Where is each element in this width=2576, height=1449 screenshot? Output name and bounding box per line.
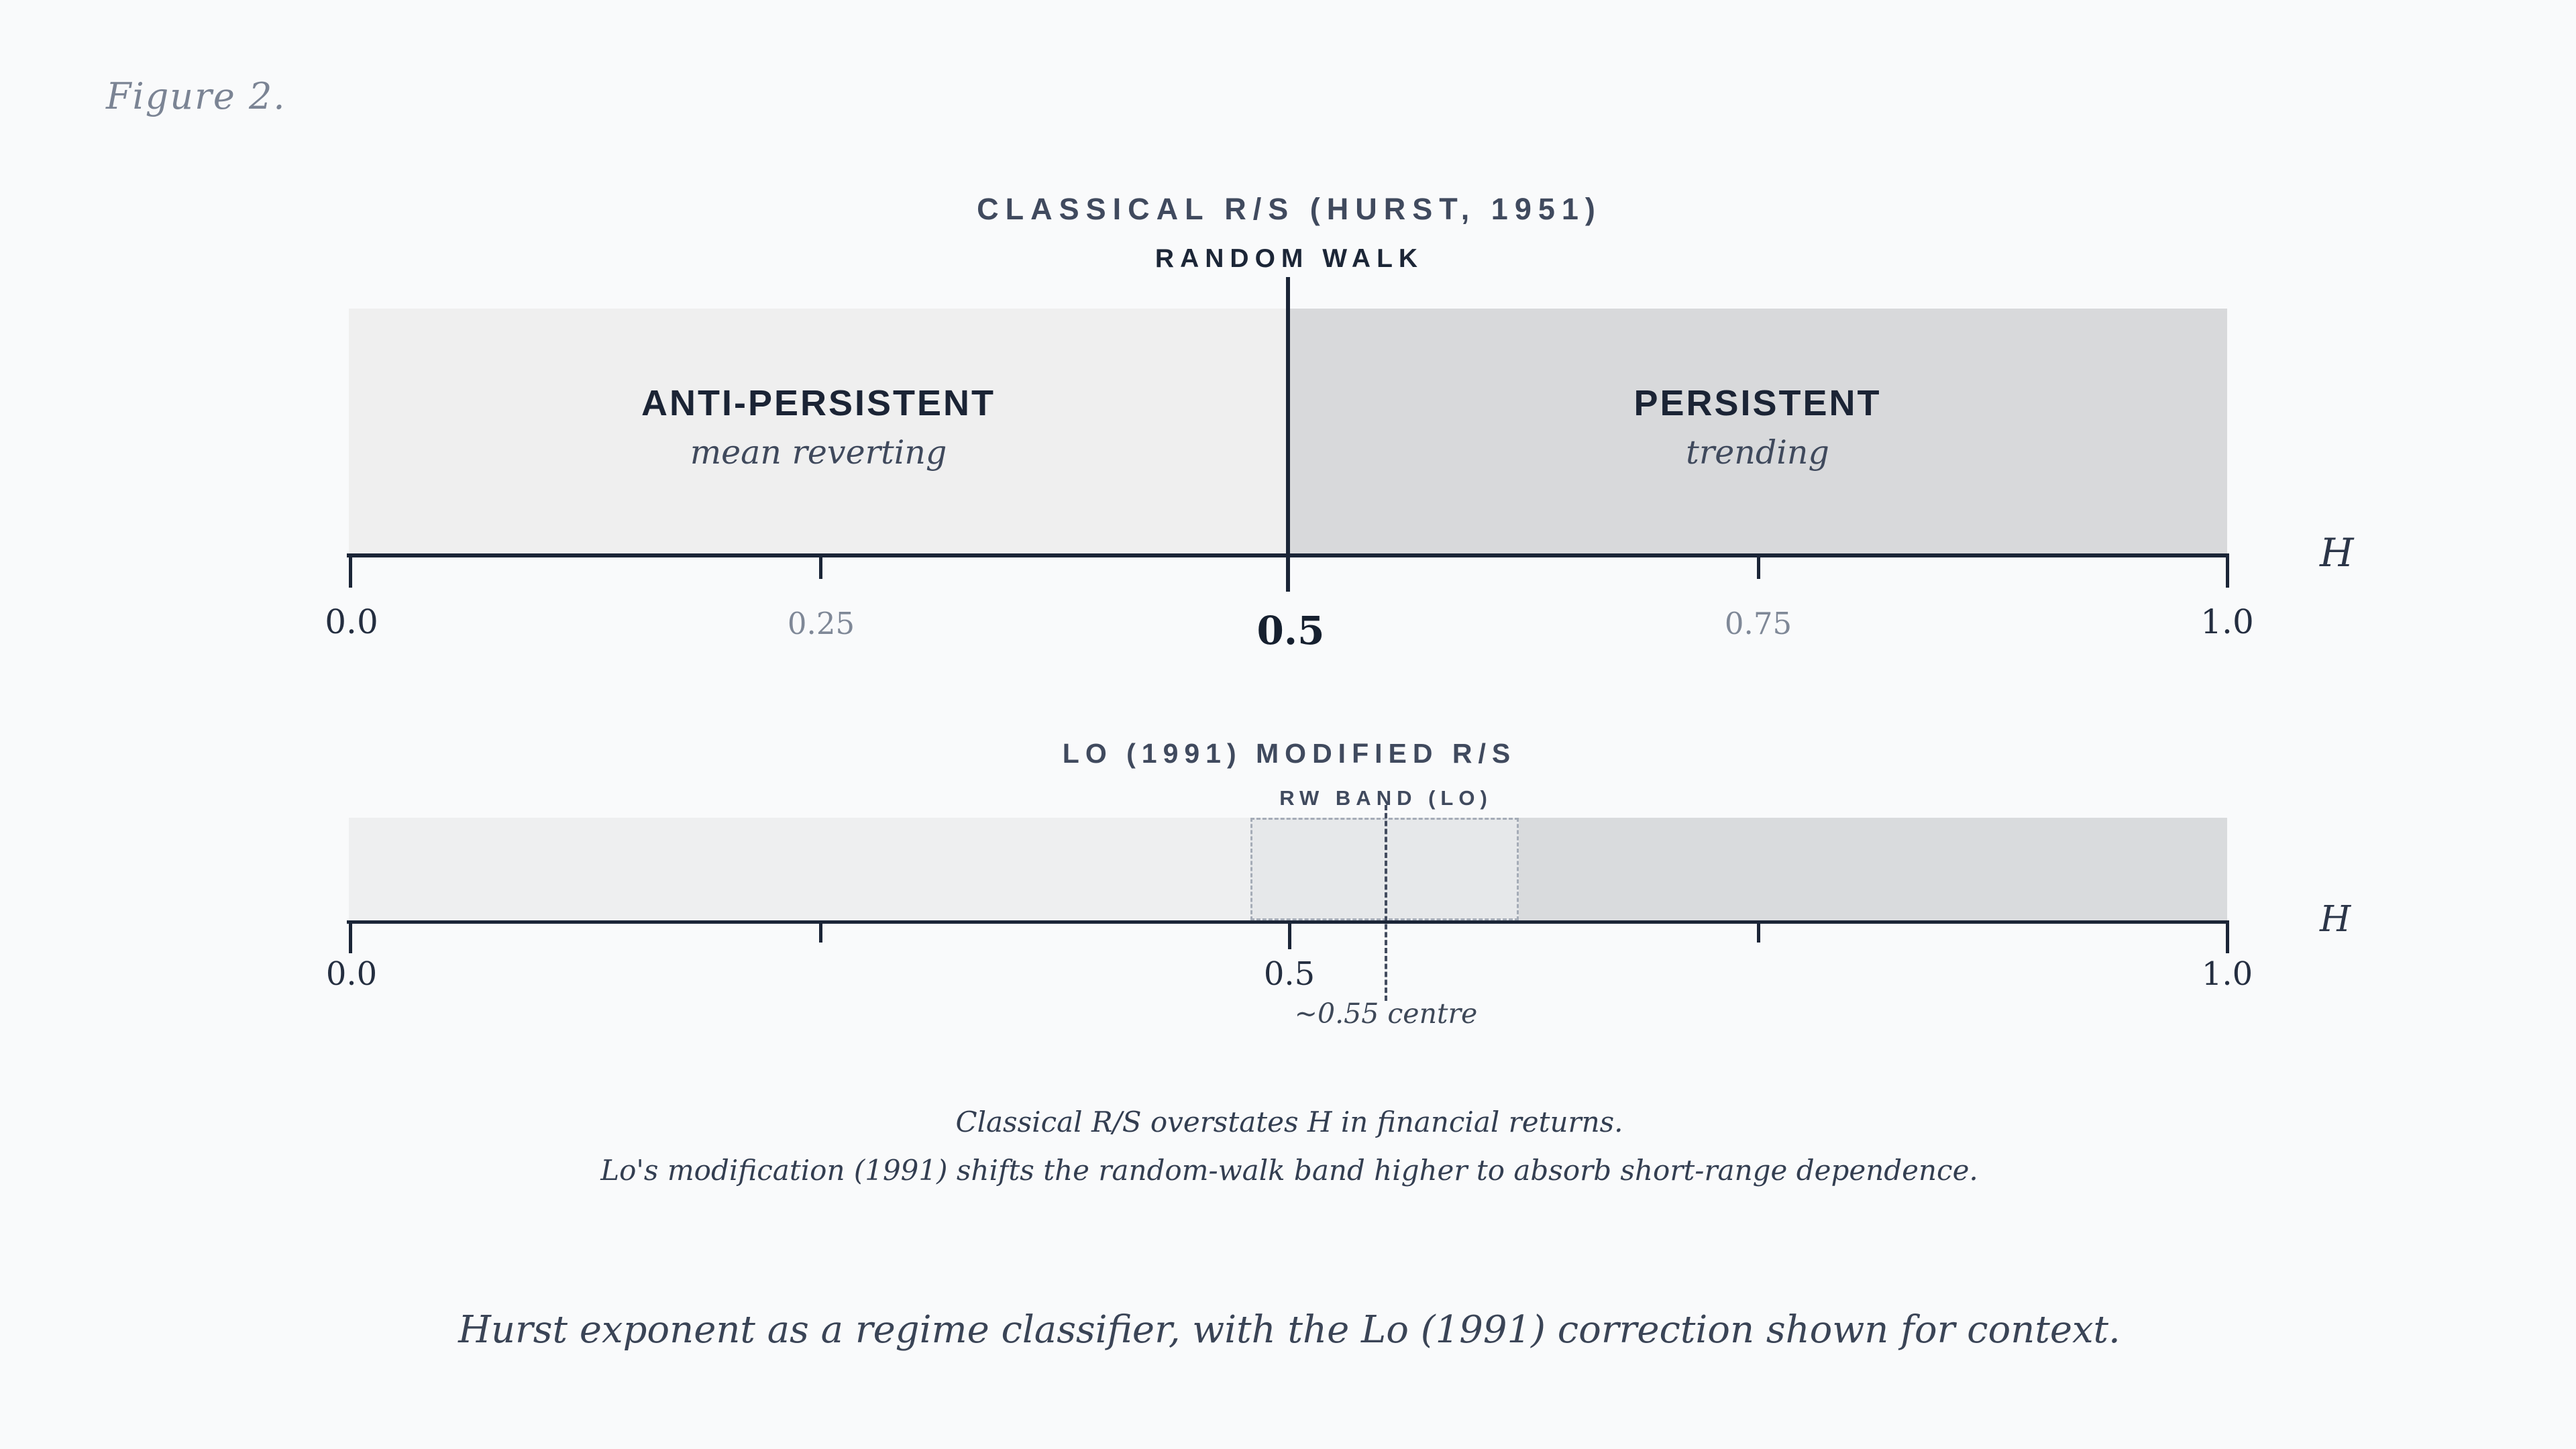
band-centre-dashed-line xyxy=(1385,805,1387,1001)
classical-tick-label-0: 0.0 xyxy=(325,602,378,641)
classical-tick-label-05: 0.5 xyxy=(1256,608,1325,653)
lo-tick-label-05: 0.5 xyxy=(1263,955,1316,993)
figure-label: Figure 2. xyxy=(106,75,286,117)
classical-tick-label-075: 0.75 xyxy=(1724,606,1792,641)
mean-reverting-sublabel: mean reverting xyxy=(690,433,947,472)
lo-tick-1 xyxy=(2226,924,2229,953)
classical-tick-025 xyxy=(819,557,822,579)
classical-tick-label-025: 0.25 xyxy=(787,606,855,641)
lo-tick-0 xyxy=(349,924,352,953)
figure-caption: Hurst exponent as a regime classifier, with the Lo (1991) correction shown for context. xyxy=(458,1308,2121,1352)
trending-sublabel: trending xyxy=(1686,433,1829,472)
persistent-label: PERSISTENT xyxy=(1633,383,1882,423)
classical-tick-075 xyxy=(1757,557,1760,579)
persistent-region-labels xyxy=(1633,382,1881,472)
note-line-2: Lo's modification (1991) shifts the random-walk band higher to absorb short-range dependence. xyxy=(600,1154,1978,1187)
random-walk-marker-line xyxy=(1286,277,1290,592)
note-line-1: Classical R/S overstates H in financial returns. xyxy=(955,1106,1623,1138)
lo-tick-label-1: 1.0 xyxy=(2201,955,2253,993)
band-centre-note: ~0.55 centre xyxy=(1294,998,1478,1030)
lo-tick-025 xyxy=(819,924,822,943)
classical-tick-label-1: 1.0 xyxy=(2200,602,2254,641)
random-walk-label: RANDOM WALK xyxy=(1155,244,1424,273)
lo-tick-label-0: 0.0 xyxy=(325,955,378,993)
classical-tick-0 xyxy=(349,557,352,588)
lo-tick-075 xyxy=(1757,924,1760,943)
classical-tick-1 xyxy=(2226,557,2229,588)
classical-axis-h-label: H xyxy=(2320,530,2354,576)
lo-right-zone xyxy=(1519,818,2227,920)
rw-band-label: RW BAND (LO) xyxy=(1279,786,1493,810)
lo-axis-h-label: H xyxy=(2320,899,2351,940)
classical-panel-title: CLASSICAL R/S (HURST, 1951) xyxy=(977,192,1602,226)
anti-persistent-region-labels xyxy=(641,382,996,472)
lo-tick-05 xyxy=(1288,924,1291,949)
anti-persistent-label: ANTI-PERSISTENT xyxy=(641,383,996,423)
lo-left-zone xyxy=(349,818,1250,920)
classical-axis-line xyxy=(347,553,2229,557)
lo-panel-title: LO (1991) MODIFIED R/S xyxy=(1062,738,1517,769)
